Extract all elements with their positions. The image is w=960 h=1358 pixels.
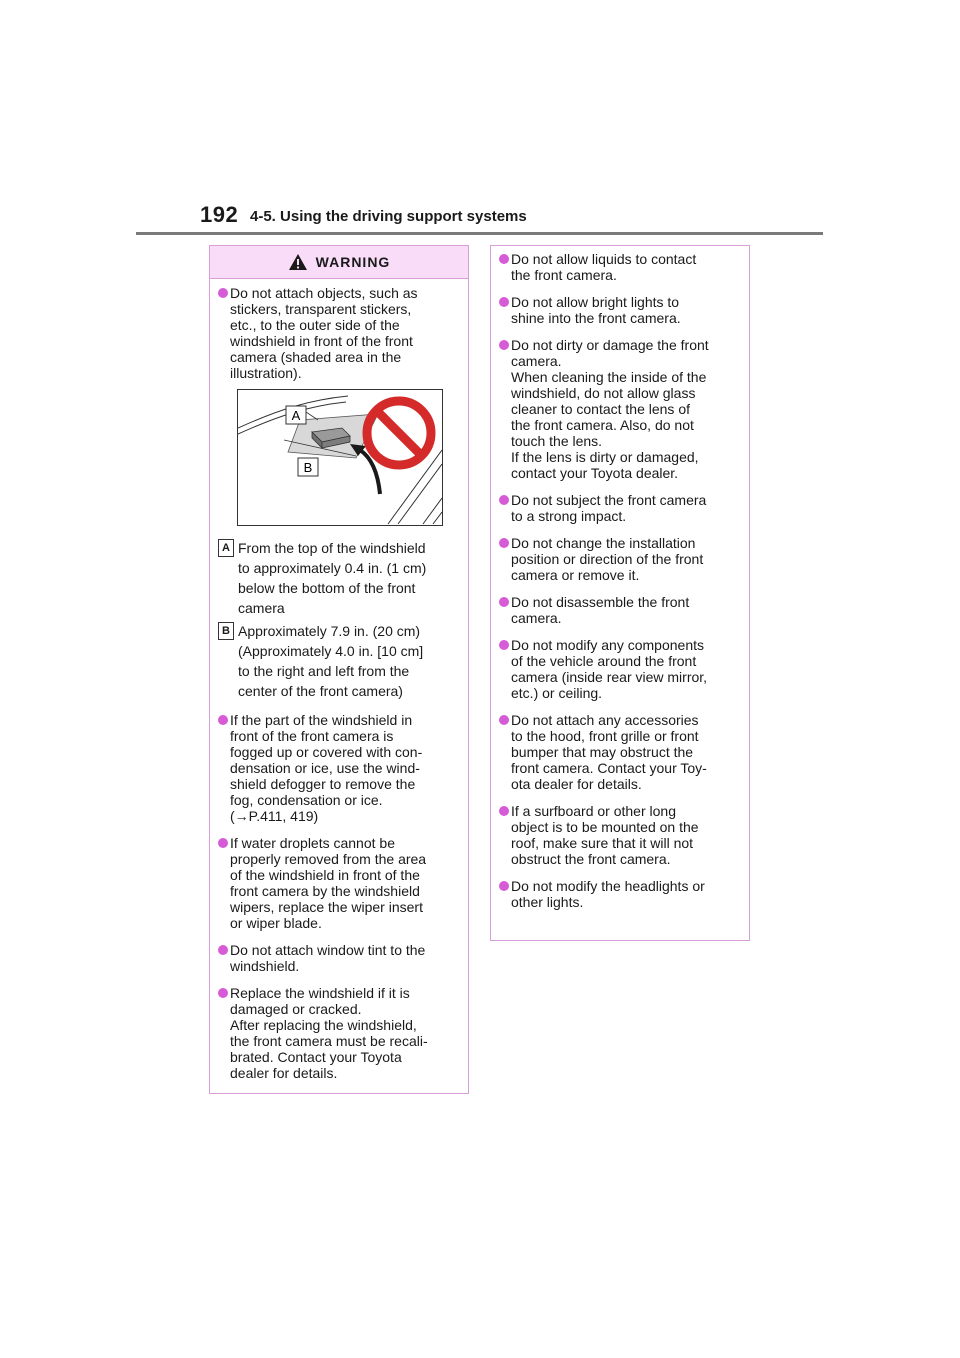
list-item: Do not modify any components of the vehicle around the front camera (inside rear view mirror, etc.) or ceiling. [499,637,739,701]
bullet-dot [499,538,509,548]
svg-text:B: B [303,460,313,475]
list-item: If water droplets cannot be properly removed from the area of the windshield in front of the front camera by the windshield wipers, replace the wiper insert or wiper blade. [218,835,458,931]
bullet-dot [499,640,509,650]
list-item: Do not attach any accessories to the hood, front grille or front bumper that may obstruct the front camera. Contact your Toy- ota dealer for details. [499,712,739,792]
bullet-dot [218,945,228,955]
list-item: Do not allow bright lights to shine into the front camera. [499,294,739,326]
label-a-tag: A [218,539,234,557]
warning-triangle-icon [288,253,308,271]
list-item: Do not attach window tint to the windshield. [218,942,458,974]
svg-text:A: A [291,408,301,423]
list-item: Do not allow liquids to contact the front camera. [499,251,739,283]
bullet-dot [499,597,509,607]
bullet-dot [218,838,228,848]
bullet-dot [218,715,228,725]
list-item: Do not attach objects, such as stickers, transparent stickers, etc., to the outer side of the windshield in front of the front camera (shaded area in the illustration). [218,285,458,381]
bullet-dot [218,288,228,298]
header-divider [136,232,823,235]
bullet-dot [499,715,509,725]
windshield-camera-illustration [237,389,443,526]
warning-header [210,246,468,279]
bullet-dot [499,495,509,505]
section-title: 4-5. Using the driving support systems [250,208,527,225]
prohibited-icon [360,394,438,472]
warning-label: WARNING [315,254,391,270]
bullet-dot [499,340,509,350]
bullet-dot [218,988,228,998]
list-item: Do not change the installation position or direction of the front camera or remove it. [499,535,739,583]
list-item: Replace the windshield if it is damaged or cracked. After replacing the windshield, the front camera must be recali- brated. Contact your Toyota dealer for details. [218,985,458,1081]
bullet-dot [499,254,509,264]
bullet-dot [499,297,509,307]
bullet-dot [499,881,509,891]
warning-box-left [209,245,469,1094]
illustration-key-a: A From the top of the windshield to approximately 0.4 in. (1 cm) below the bottom of the front camera [218,538,458,618]
warning-box-right [490,245,750,941]
list-item: If a surfboard or other long object is to be mounted on the roof, make sure that it will not obstruct the front camera. [499,803,739,867]
list-item: Do not disassemble the front camera. [499,594,739,626]
list-item: Do not modify the headlights or other lights. [499,878,739,910]
label-b-tag: B [218,622,234,640]
bullet-dot [499,806,509,816]
illustration-key-b: B Approximately 7.9 in. (20 cm) (Approximately 4.0 in. [10 cm] to the right and left from the center of the front camera) [218,621,458,701]
list-item: Do not subject the front camera to a strong impact. [499,492,739,524]
list-item: Do not dirty or damage the front camera. When cleaning the inside of the windshield, do not allow glass cleaner to contact the lens of the front camera. Also, do not touch the lens. If the lens is dirty or damaged, contact your Toyota dealer. [499,337,739,481]
list-item: If the part of the windshield in front of the front camera is fogged up or covered with con- densation or ice, use the wind- shield defogger to remove the fog, condensation or ice. (→P.411, 419) [218,712,458,824]
page-number: 192 [200,202,239,227]
